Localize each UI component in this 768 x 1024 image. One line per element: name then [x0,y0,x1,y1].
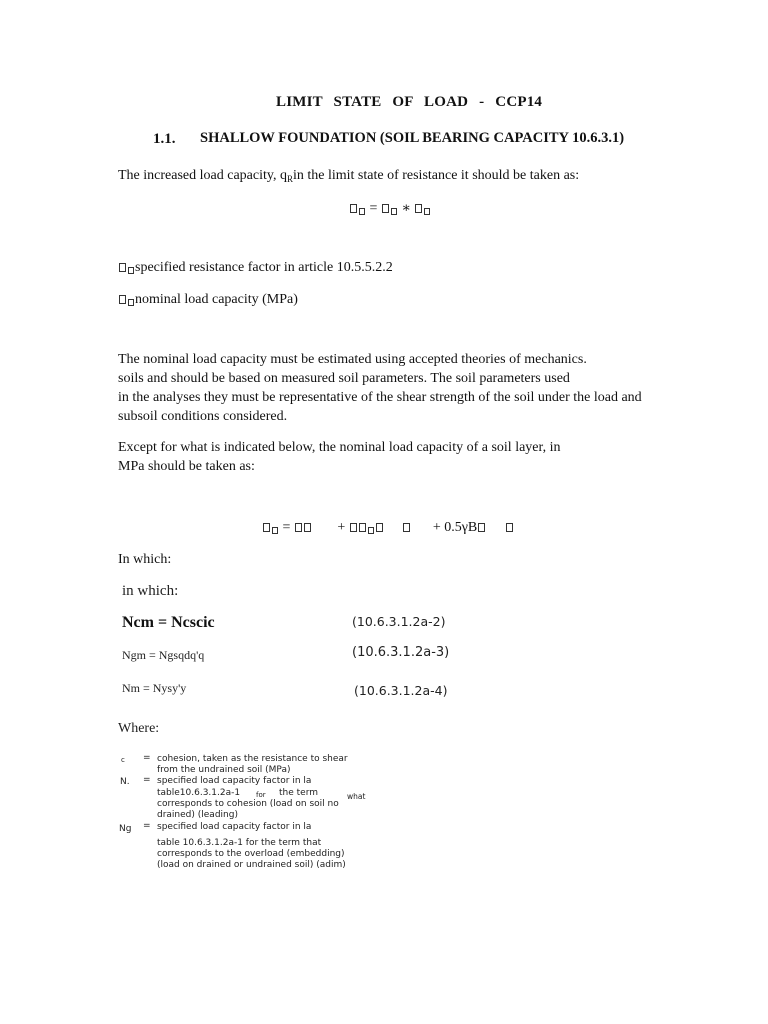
missing-glyph-icon [128,267,134,274]
equation-2-equals: = [282,520,291,535]
intro-subscript: R [286,174,293,184]
missing-glyph-icon [403,523,410,532]
intro-text-after: in the limit state of resistance it should be taken as: [292,168,580,183]
equation-1 [349,200,431,217]
definition-nominal-capacity [118,290,298,310]
n-def-line-1: specified load capacity factor in la [157,776,312,786]
n-def-line-2b: for [256,791,266,799]
missing-glyph-icon [382,204,389,213]
definition-text: nominal load capacity (MPa) [135,292,298,307]
equation-1-times: ∗ [401,201,411,216]
paragraph-1-line-2: soils and should be based on measured soil parameters. The soil parameters used [118,371,570,386]
definition-resistance-factor [118,258,393,278]
page-title: LIMIT STATE OF LOAD - CCP14 [276,94,543,110]
missing-glyph-icon [119,295,126,304]
equation-ncm: Ncm = Ncscic [122,614,215,631]
paragraph-2-line-2: MPa should be taken as: [118,459,255,474]
symbol-ng: Ng [119,824,132,834]
missing-glyph-icon [506,523,513,532]
scanned-in-which: in which: [122,583,179,599]
missing-glyph-icon [350,204,357,213]
paragraph-1-line-4: subsoil conditions considered. [118,409,288,424]
missing-glyph-icon [272,527,278,534]
c-def-line-1: cohesion, taken as the resistance to shear [157,754,348,764]
missing-glyph-icon [478,523,485,532]
paragraph-2-line-1: Except for what is indicated below, the nominal load capacity of a soil layer, in [118,440,561,455]
missing-glyph-icon [368,527,374,534]
definition-text: specified resistance factor in article 10.5.5.2.2 [135,260,393,275]
missing-glyph-icon [424,208,430,215]
intro-text-before: The increased load capacity, q [118,168,287,183]
missing-glyph-icon [119,263,126,272]
missing-glyph-icon [376,523,383,532]
n-def-line-2a: table10.6.3.1.2a-1 [157,788,241,798]
equation-2-plus-1: + [337,520,346,535]
equation-2 [262,520,514,536]
missing-glyph-icon [263,523,270,532]
equation-ref-3: (10.6.3.1.2a-3) [352,645,450,660]
equation-nm: Nm = Nysy'y [122,681,187,695]
equals-n: = [143,775,151,785]
intro-line [118,166,579,190]
paragraph-1-line-3: in the analyses they must be representative of the shear strength of the soil under the load and [118,390,642,405]
equation-ref-2: (10.6.3.1.2a-2) [352,614,446,629]
ng-def-line-4: (load on drained or undrained soil) (adim) [157,860,346,870]
c-def-line-2: from the undrained soil (MPa) [157,765,291,775]
n-def-line-3: corresponds to cohesion (load on soil no [157,799,339,809]
missing-glyph-icon [391,208,397,215]
n-def-line-4: drained) (leading) [157,810,238,820]
equals-ng: = [143,821,151,831]
equation-2-plus-2: + 0.5γB [432,520,478,535]
symbol-n: N. [120,777,130,787]
missing-glyph-icon [359,523,366,532]
missing-glyph-icon [295,523,302,532]
symbol-c: c [121,756,125,764]
equation-1-equals: = [369,201,378,216]
ng-def-line-2: table 10.6.3.1.2a-1 for the term that [157,838,322,848]
missing-glyph-icon [128,299,134,306]
missing-glyph-icon [304,523,311,532]
section-title: SHALLOW FOUNDATION (SOIL BEARING CAPACITY 10.6.3.1) [200,130,625,146]
paragraph-1-line-1: The nominal load capacity must be estimated using accepted theories of mechanics. [118,352,587,367]
missing-glyph-icon [359,208,365,215]
equals-c: = [143,753,151,763]
in-which-label: In which: [118,552,172,567]
equation-ref-4: (10.6.3.1.2a-4) [354,683,448,698]
missing-glyph-icon [415,204,422,213]
missing-glyph-icon [350,523,357,532]
ng-def-line-3: corresponds to the overload (embedding) [157,849,345,859]
section-number: 1.1. [153,131,176,147]
n-def-line-2d: what [347,792,366,801]
n-def-line-2c: the term [279,788,319,798]
where-label: Where: [118,721,160,736]
equation-ngm: Ngm = Ngsqdq'q [122,648,205,662]
ng-def-line-1: specified load capacity factor in la [157,822,312,832]
